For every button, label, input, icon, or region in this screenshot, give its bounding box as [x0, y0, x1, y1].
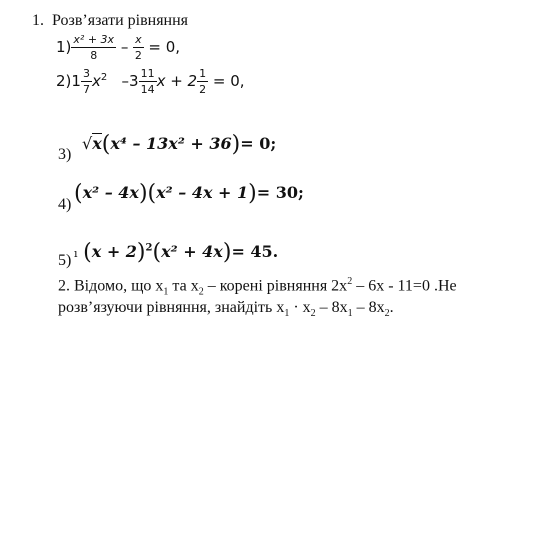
- eq2-denominator-1: 7: [82, 83, 90, 96]
- eq5-rhs: = 45.: [231, 242, 279, 261]
- eq3-label: 3): [58, 146, 72, 163]
- sqrt-symbol: √: [82, 134, 93, 153]
- equation-4: [74, 181, 304, 206]
- eq5-factor-2: x² + 4x: [161, 242, 223, 261]
- subscript: 1: [347, 308, 353, 320]
- eq4-paren-1: (: [74, 181, 83, 206]
- subscript: 2: [198, 286, 204, 298]
- eq4-label: 4): [58, 196, 72, 213]
- eq5-paren-4: ): [222, 240, 232, 265]
- eq4-paren-3: ): [248, 181, 257, 206]
- eq2-var1: x: [91, 72, 101, 90]
- eq3-sqrt-arg: x: [92, 134, 102, 153]
- eq4-rhs: = 30;: [256, 183, 304, 202]
- eq3-close-paren: ): [231, 132, 241, 157]
- eq5-paren-2: ): [136, 240, 146, 265]
- eq2-numerator-3: 1: [199, 67, 207, 80]
- eq1-label: 1): [56, 38, 72, 56]
- eq5-mark: ı: [74, 247, 78, 260]
- subscript: 2: [310, 308, 316, 320]
- eq2-fraction-2: [139, 68, 157, 95]
- equation-3: [82, 132, 276, 157]
- eq4-factor-1: x² – 4x: [82, 183, 139, 202]
- eq2-rhs: = 0,: [212, 72, 245, 90]
- eq2-label: 2): [56, 72, 72, 90]
- eq5-label: 5): [58, 252, 72, 269]
- task2-line-2: [58, 299, 394, 319]
- eq2-op1: –3: [121, 72, 139, 90]
- task1-heading: [32, 12, 188, 30]
- task2-text: – 6x - 11=0 .Не: [352, 277, 457, 295]
- eq1-rhs: = 0,: [148, 38, 181, 56]
- eq1-denominator-2: 2: [134, 49, 142, 62]
- equation-2: [56, 68, 245, 95]
- eq2-fraction-1: [81, 68, 92, 95]
- eq4-paren-2: )(: [138, 181, 157, 206]
- eq1-numerator: x² + 3x: [73, 33, 115, 46]
- eq5-exp: 2: [145, 242, 153, 254]
- task2-line-1: [58, 276, 457, 298]
- eq2-var2: x + 2: [156, 72, 198, 90]
- task2-text: – корені рівняння 2x: [203, 277, 348, 295]
- eq3-rhs: = 0;: [240, 134, 277, 153]
- eq5-paren-3: (: [152, 240, 162, 265]
- task2-text: · x: [289, 299, 311, 316]
- eq4-factor-2: x² – 4x + 1: [156, 183, 249, 202]
- subscript: 1: [163, 286, 169, 298]
- eq5-paren-1: (: [83, 240, 92, 265]
- task2-text: .: [389, 299, 394, 316]
- superscript: 2: [347, 276, 353, 287]
- eq1-operator: –: [120, 38, 129, 56]
- eq1-fraction: [71, 34, 116, 61]
- task2-text: розв’язуючи рівняння, знайдіть x: [58, 299, 285, 316]
- task2-text: Відомо, що x: [74, 277, 164, 295]
- eq2-fraction-3: [197, 68, 208, 95]
- equation-1: [56, 34, 180, 61]
- task1-title: Розв’язати рівняння: [52, 12, 189, 29]
- eq3-body: x⁴ – 13x² + 36: [110, 134, 232, 153]
- subscript: 1: [284, 308, 290, 320]
- task2-number: 2.: [58, 277, 70, 295]
- eq2-denominator-2: 14: [140, 83, 155, 96]
- eq1-denominator: 8: [90, 49, 98, 62]
- eq2-denominator-3: 2: [199, 83, 207, 96]
- eq5-factor-1: x + 2: [91, 242, 137, 261]
- eq2-numerator-2: 11: [140, 67, 155, 80]
- task2-text: – 8x: [315, 299, 348, 316]
- subscript: 2: [384, 308, 390, 320]
- eq2-exp1: 2: [100, 72, 108, 83]
- eq3-open-paren: (: [101, 132, 111, 157]
- eq1-numerator-2: x: [135, 33, 142, 46]
- equation-5: [74, 240, 278, 265]
- eq1-fraction-2: [133, 34, 144, 61]
- eq2-numerator-1: 3: [82, 67, 90, 80]
- task1-number: 1.: [32, 12, 44, 29]
- eq2-whole: 1: [71, 72, 81, 90]
- task2-text: та x: [168, 277, 199, 295]
- task2-text: – 8x: [352, 299, 385, 316]
